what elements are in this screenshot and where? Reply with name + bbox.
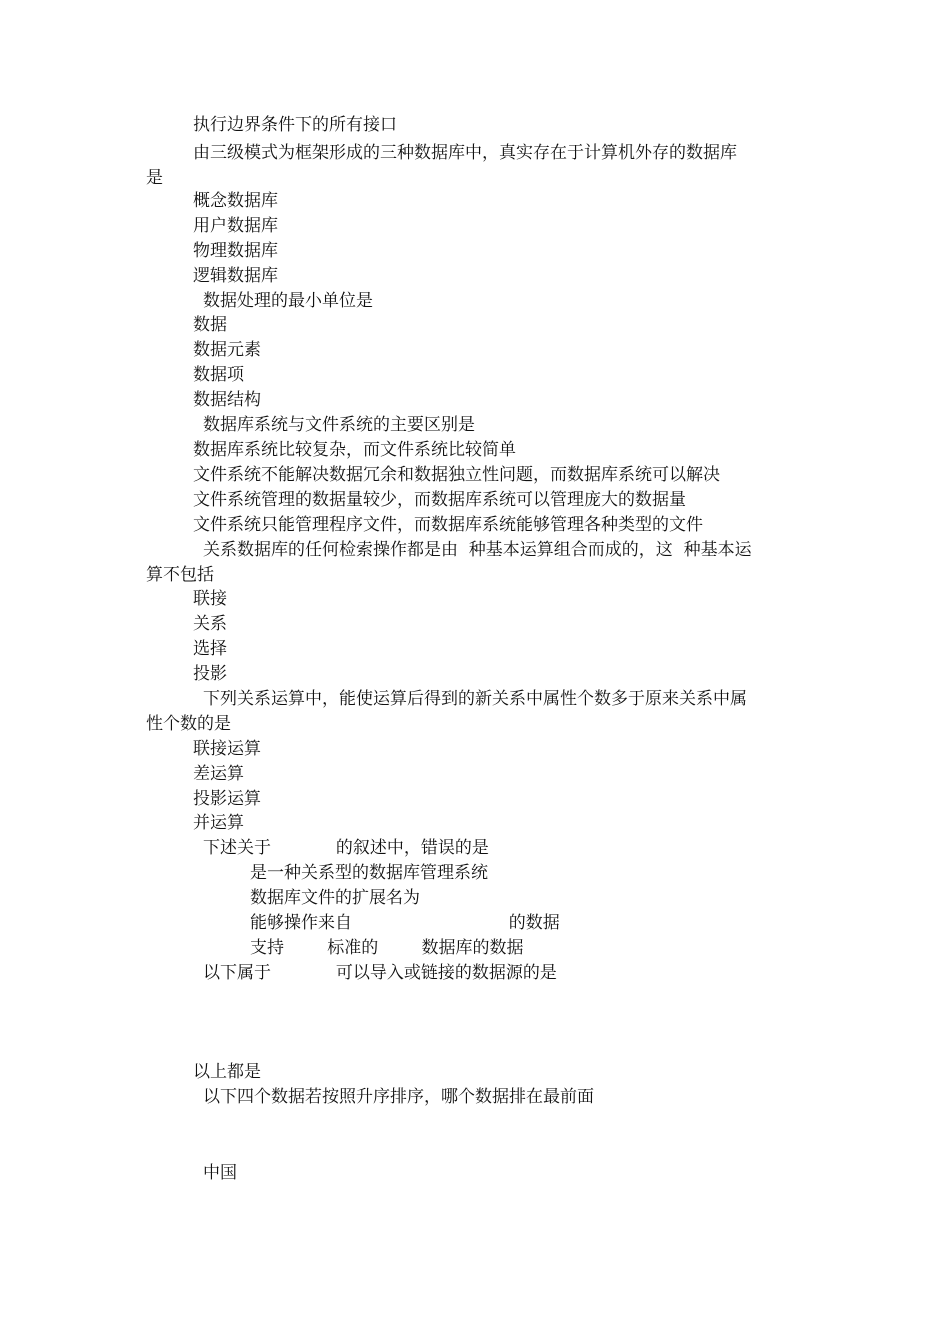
question-text: 性个数的是 [146,714,231,734]
option-text: 以上都是 [193,1062,261,1082]
option-text: 数据库系统比较复杂，而文件系统比较简单 [193,440,516,460]
option-text: 并运算 [193,813,244,833]
question-text: 由三级模式为框架形成的三种数据库中，真实存在于计算机外存的数据库 [193,143,737,163]
option-text: 概念数据库 [193,191,278,211]
option-text: 文件系统管理的数据量较少，而数据库系统可以管理庞大的数据量 [193,490,686,510]
option-text: 投影运算 [193,789,261,809]
question-text: 关系数据库的任何检索操作都是由 种基本运算组合而成的，这 种基本运 [203,540,752,560]
option-text: 选择 [193,639,227,659]
option-text: 物理数据库 [193,241,278,261]
option-text: 关系 [193,614,227,634]
option-text: 是一种关系型的数据库管理系统 [250,863,488,883]
text-line: 执行边界条件下的所有接口 [193,115,397,135]
option-text: 数据项 [193,365,244,385]
option-text: 用户数据库 [193,216,278,236]
option-text: 数据 [193,315,227,335]
question-text: 数据处理的最小单位是 [203,291,373,311]
question-text: 数据库系统与文件系统的主要区别是 [203,415,475,435]
option-text: 文件系统不能解决数据冗余和数据独立性问题，而数据库系统可以解决 [193,465,720,485]
question-text: 下列关系运算中，能使运算后得到的新关系中属性个数多于原来关系中属 [203,689,747,709]
question-text: 以下属于 可以导入或链接的数据源的是 [203,963,557,983]
option-text: 中国 [203,1163,237,1183]
option-text: 联接 [193,589,227,609]
option-text: 数据结构 [193,390,261,410]
option-text: 投影 [193,664,227,684]
option-text: 文件系统只能管理程序文件，而数据库系统能够管理各种类型的文件 [193,515,703,535]
option-text: 数据库文件的扩展名为 [250,888,420,908]
option-text: 差运算 [193,764,244,784]
option-text: 数据元素 [193,340,261,360]
option-text: 能够操作来自 的数据 [250,913,560,933]
option-text: 逻辑数据库 [193,266,278,286]
question-text: 算不包括 [146,565,214,585]
option-text: 联接运算 [193,739,261,759]
option-text: 支持 标准的 数据库的数据 [250,938,524,958]
question-text: 下述关于 的叙述中，错误的是 [203,838,489,858]
question-text: 是 [146,168,163,188]
question-text: 以下四个数据若按照升序排序，哪个数据排在最前面 [203,1087,594,1107]
